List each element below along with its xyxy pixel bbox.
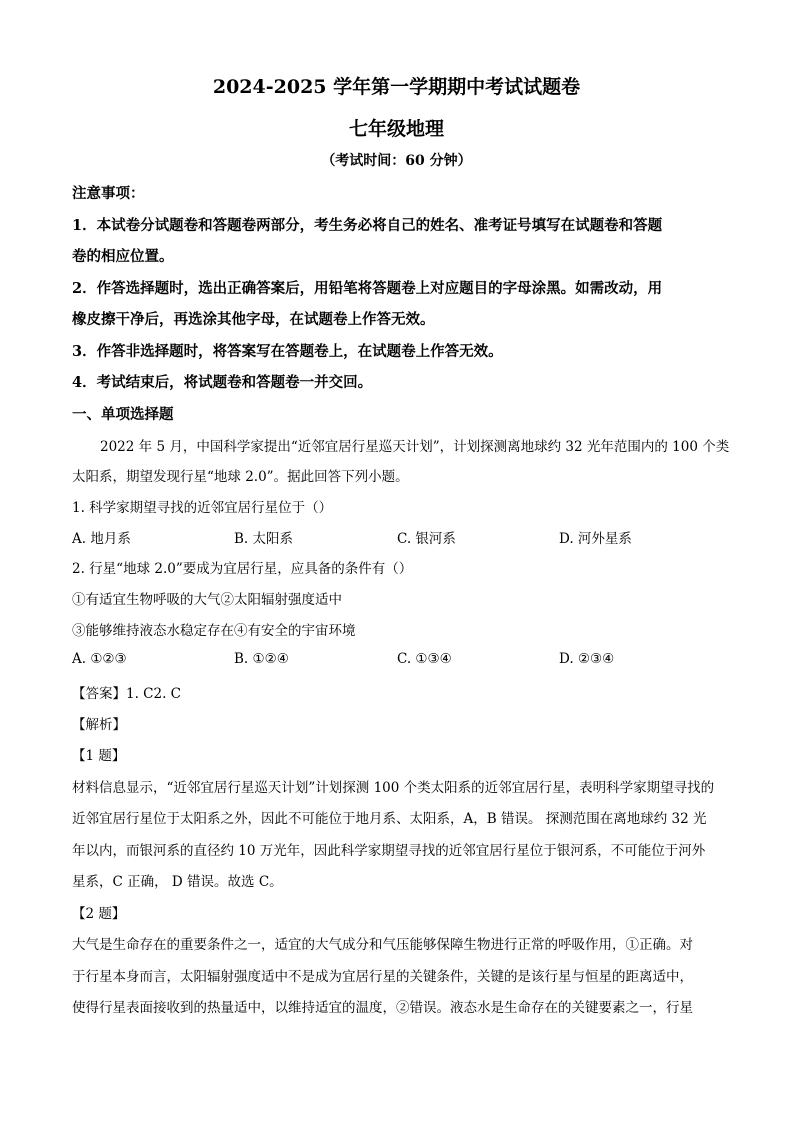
q2-analysis-line-2: 于行星本身而言，太阳辐射强度适中不是成为宜居行星的关键条件，关键的是该行星与恒星的距离适中， — [72, 969, 693, 985]
q2-analysis-line-1: 大气是生命存在的重要条件之一，适宜的大气成分和气压能够保障生物进行正常的呼吸作用，①正确。对 — [72, 937, 693, 953]
q1-analysis-line-3: 年以内，而银河系的直径约 10 万光年，因此科学家期望寻找的近邻宜居行星位于银河系，不可能位于河外 — [72, 843, 706, 859]
q1-option-b: B. 太阳系 — [234, 531, 294, 547]
notice-item-1-line-1: 1．本试卷分试题卷和答题卷两部分，考生务必将自己的姓名、准考证号填写在试题卷和答题 — [72, 217, 663, 234]
notice-item-1-line-2: 卷的相应位置。 — [72, 248, 174, 265]
q1-option-d: D. 河外星系 — [559, 531, 632, 547]
q2-option-c: C. ①③④ — [397, 651, 452, 667]
notice-item-2-line-2: 橡皮擦干净后，再选涂其他字母，在试题卷上作答无效。 — [72, 311, 435, 328]
q1-option-a: A. 地月系 — [72, 531, 131, 547]
q1-analysis-line-1: 材料信息显示，“近邻宜居行星巡天计划”计划探测 100 个类太阳系的近邻宜居行星，表明科学家期望寻找的 — [72, 780, 715, 796]
q1-analysis-line-2: 近邻宜居行星位于太阳系之外，因此不可能位于地月系、太阳系，A，B 错误。 探测范围在离地球约 32 光 — [72, 811, 707, 827]
material-line-2: 太阳系，期望发现行星“地球 2.0”。据此回答下列小题。 — [72, 469, 409, 485]
q2-conditions-1: ①有适宜生物呼吸的大气②太阳辐射强度适中 — [72, 592, 342, 608]
q2-option-a: A. ①②③ — [72, 651, 127, 667]
q1-stem: 1. 科学家期望寻找的近邻宜居行星位于（） — [72, 500, 333, 516]
q1-analysis-line-4: 星系，C 正确， D 错误。故选 C。 — [72, 874, 283, 890]
q1-option-c: C. 银河系 — [397, 531, 456, 547]
notice-item-4: 4．考试结束后，将试题卷和答题卷一并交回。 — [72, 374, 373, 391]
notice-heading: 注意事项： — [72, 185, 145, 202]
answer-line: 【答案】1. C2. C — [72, 686, 182, 702]
q2-option-b: B. ①②④ — [234, 651, 289, 667]
material-line-1: 2022 年 5 月，中国科学家提出“近邻宜居行星巡天计划”，计划探测离地球约 32 光年范围内的 100 个类 — [100, 439, 730, 455]
q2-analysis-label: 【2 题】 — [72, 906, 126, 922]
exam-time-note: （考试时间：60 分钟） — [321, 153, 472, 169]
notice-item-2-line-1: 2．作答选择题时，选出正确答案后，用铅笔将答题卷上对应题目的字母涂黑。如需改动，用 — [72, 280, 663, 297]
page-subtitle: 七年级地理 — [348, 118, 444, 140]
analysis-label: 【解析】 — [72, 717, 126, 733]
q2-conditions-2: ③能够维持液态水稳定存在④有安全的宇宙环境 — [72, 623, 356, 639]
page-title: 2024-2025 学年第一学期期中考试试题卷 — [212, 76, 581, 98]
q2-analysis-line-3: 使得行星表面接收到的热量适中，以维持适宜的温度，②错误。液态水是生命存在的关键要素之一，行星 — [72, 1000, 693, 1016]
q1-analysis-label: 【1 题】 — [72, 748, 126, 764]
notice-item-3: 3．作答非选择题时，将答案写在答题卷上，在试题卷上作答无效。 — [72, 343, 503, 360]
q2-option-d: D. ②③④ — [559, 651, 615, 667]
q2-stem: 2. 行星“地球 2.0”要成为宜居行星，应具备的条件有（） — [72, 561, 413, 577]
section-heading: 一、单项选择题 — [72, 406, 174, 423]
